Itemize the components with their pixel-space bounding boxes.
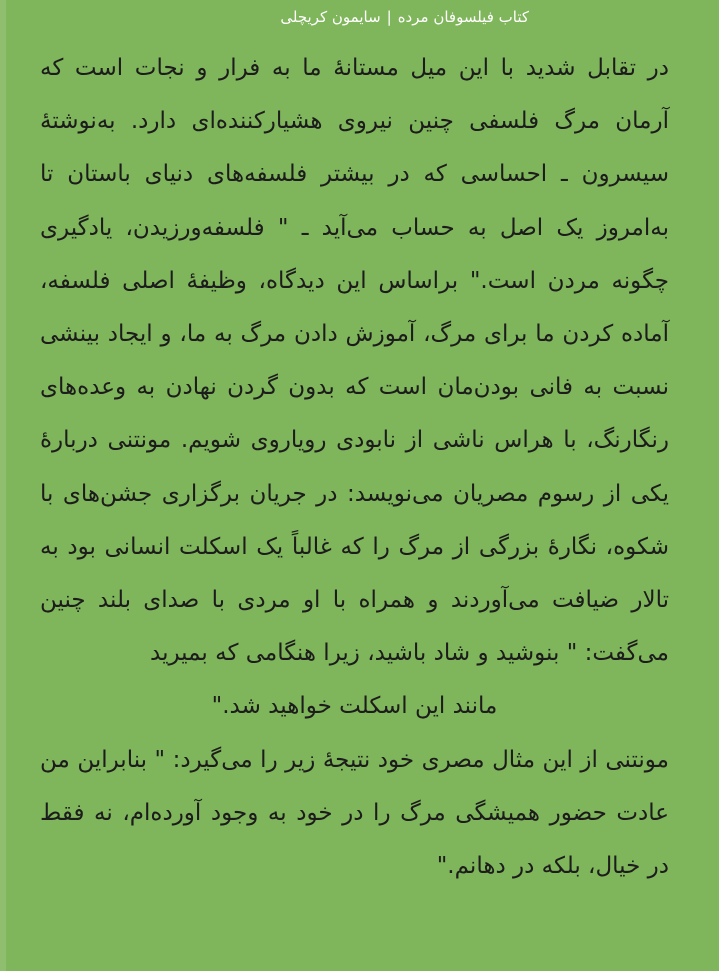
paragraph-quote-end: مانند این اسکلت خواهید شد."	[211, 693, 498, 720]
author-name: سایمون کریچلی	[280, 8, 381, 26]
paragraph-main: در تقابل شدید با این میل مستانهٔ ما به فرار و نجات است که آرمان مرگ فلسفی چنین نیروی هشیارکننده‌ای دارد. به‌نوشتهٔ سیسرون ـ احساسی که در بیشتر فلسفه‌های دنیای باستان تا به‌امروز یک اصل به حساب می‌آید ـ " فلسفه‌ورزیدن، یادگیری چگونه مردن است." براساس این دیدگاه، وظیفهٔ اصلی فلسفه، آماده کردن ما برای مرگ، آموزش دادن مرگ به ما، و ایجاد بینشی نسبت به فانی بودن‌مان است که بدون گردن نهادن به وعده‌های رنگارنگ، با هراس ناشی از نابودی رویاروی شویم. مونتنی دربارهٔ یکی از رسوم مصریان می‌نویسد: در جریان برگزاری جشن‌های با شکوه، نگارهٔ بزرگی از مرگ را که غالباً یک اسکلت انسانی بود به تالار ضیافت می‌آوردند و همراه با او مردی با صدای بلند چنین می‌گفت: " بنوشید و شاد باشید، زیرا هنگامی که بمیرید	[40, 55, 669, 667]
paragraph-conclusion: مونتنی از این مثال مصری خود نتیجهٔ زیر را می‌گیرد: " بنابراین من عادت حضور همیشگی مرگ را در خود به وجود آورده‌ام، نه فقط در خیال، بلکه در دهانم."	[40, 746, 669, 880]
book-title: کتاب فیلسوفان مرده	[397, 8, 529, 26]
page-header	[280, 4, 529, 30]
edge-rule	[0, 0, 6, 971]
header-separator: |	[386, 8, 392, 26]
body-text	[40, 42, 669, 893]
